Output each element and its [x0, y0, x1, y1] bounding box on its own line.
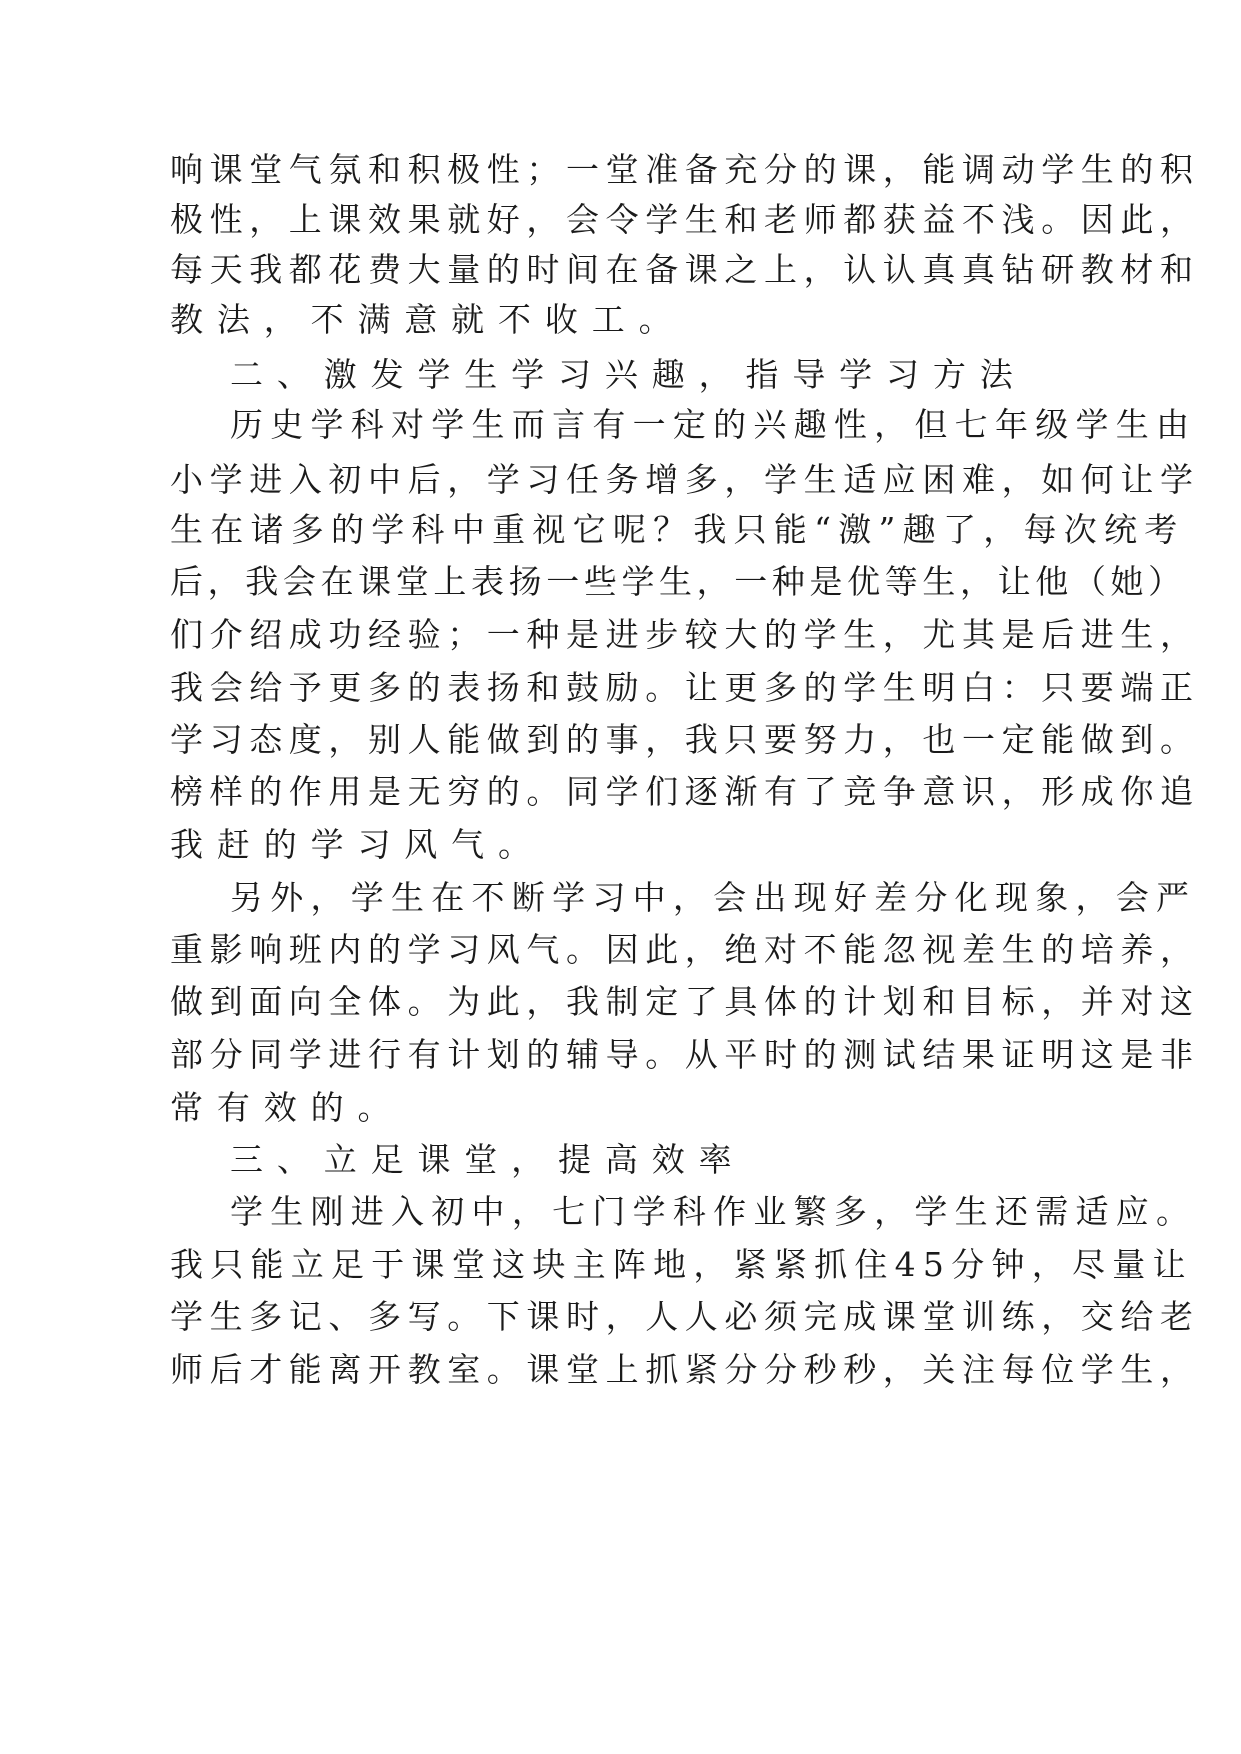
- text-line: 学生刚进入初中，七门学科作业繁多，学生还需适应。: [230, 1192, 1197, 1231]
- text-line: 生在诸多的学科中重视它呢？我只能“激”趣了，每次统考: [170, 510, 1185, 549]
- text-line: 后，我会在课堂上表扬一些学生，一种是优等生，让他（她）: [170, 562, 1186, 601]
- text-line: 另外，学生在不断学习中，会出现好差分化现象，会严: [230, 878, 1197, 917]
- text-line: 们介绍成功经验；一种是进步较大的学生，尤其是后进生，: [170, 615, 1200, 654]
- section-heading: 二、激发学生学习兴趣，指导学习方法: [230, 355, 1027, 394]
- text-line: 重影响班内的学习风气。因此，绝对不能忽视差生的培养，: [170, 930, 1200, 969]
- text-line: 我赶的学习风气。: [170, 825, 545, 864]
- text-line: 做到面向全体。为此，我制定了具体的计划和目标，并对这: [170, 982, 1200, 1021]
- text-line: 历史学科对学生而言有一定的兴趣性，但七年级学生由: [230, 405, 1197, 444]
- text-line: 师后才能离开教室。课堂上抓紧分分秒秒，关注每位学生，: [170, 1350, 1200, 1389]
- text-line: 教法，不满意就不收工。: [170, 300, 686, 339]
- text-line: 小学进入初中后，学习任务增多，学生适应困难，如何让学: [170, 460, 1200, 499]
- text-line: 我会给予更多的表扬和鼓励。让更多的学生明白：只要端正: [170, 668, 1200, 707]
- text-line: 响课堂气氛和积极性；一堂准备充分的课，能调动学生的积: [170, 150, 1200, 189]
- text-line: 每天我都花费大量的时间在备课之上，认认真真钻研教材和: [170, 250, 1200, 289]
- text-line: 我只能立足于课堂这块主阵地，紧紧抓住45分钟，尽量让: [170, 1245, 1193, 1284]
- text-line: 学习态度，别人能做到的事，我只要努力，也一定能做到。: [170, 720, 1200, 759]
- text-line: 常有效的。: [170, 1088, 405, 1127]
- text-line: 部分同学进行有计划的辅导。从平时的测试结果证明这是非: [170, 1035, 1200, 1074]
- text-line: 极性，上课效果就好，会令学生和老师都获益不浅。因此，: [170, 200, 1200, 239]
- text-line: 榜样的作用是无穷的。同学们逐渐有了竞争意识，形成你追: [170, 772, 1200, 811]
- section-heading: 三、立足课堂，提高效率: [230, 1140, 746, 1179]
- text-line: 学生多记、多写。下课时，人人必须完成课堂训练，交给老: [170, 1297, 1200, 1336]
